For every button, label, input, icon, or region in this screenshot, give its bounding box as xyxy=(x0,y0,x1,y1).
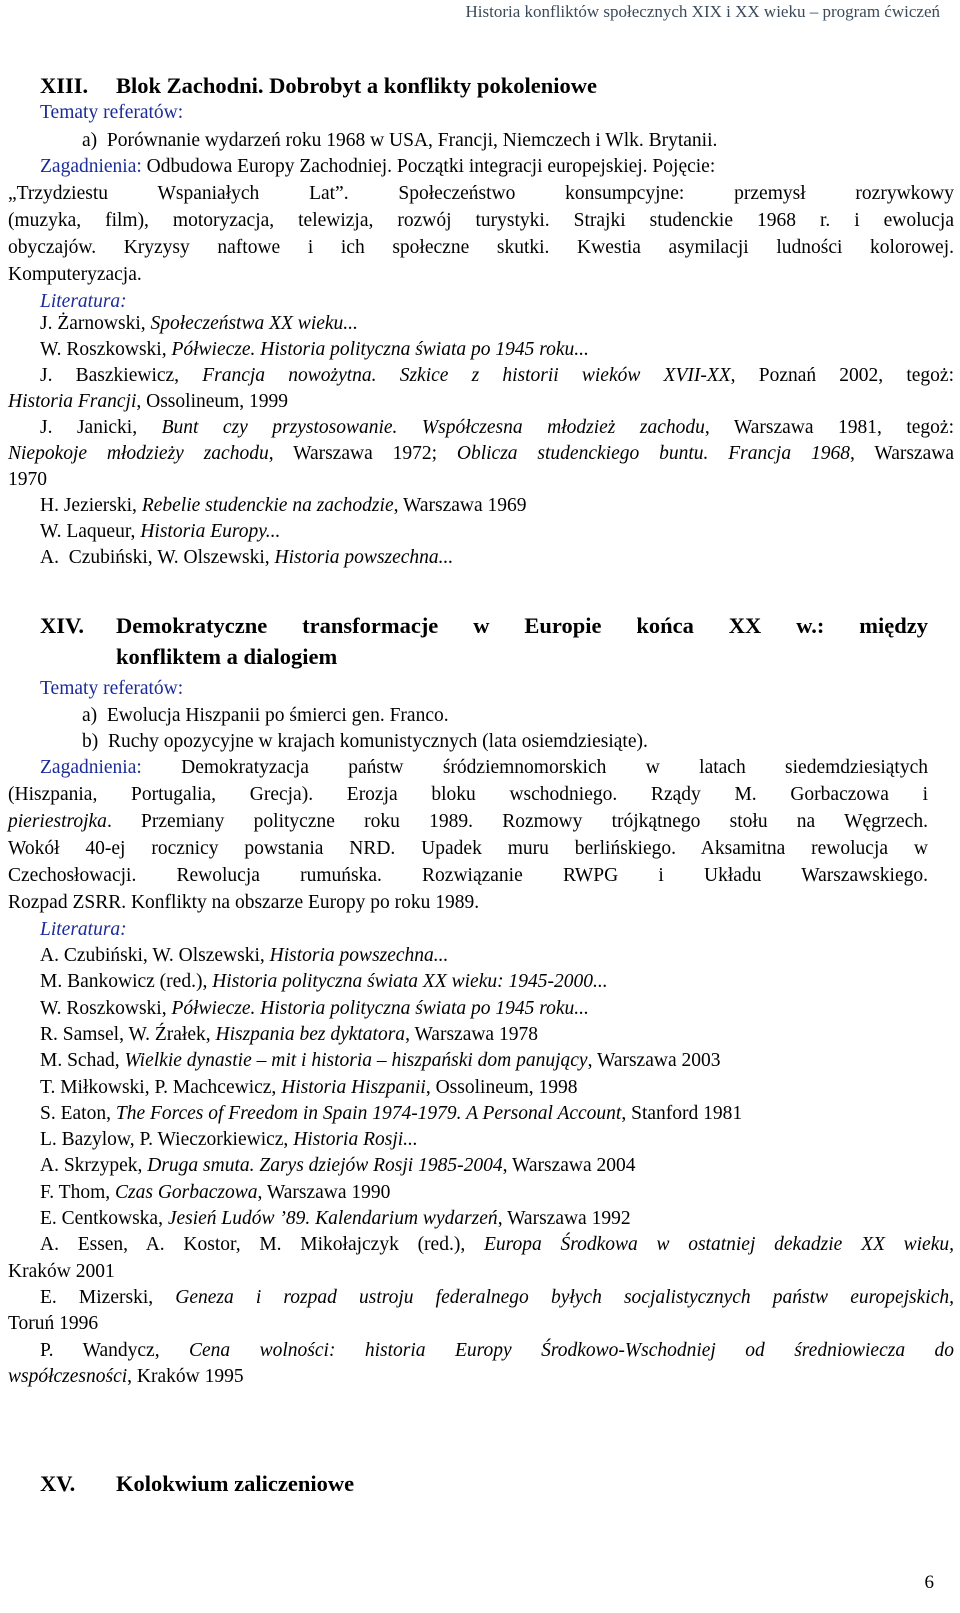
literature-entry: H. Jezierski, Rebelie studenckie na zachodzie, Warszawa 1969 xyxy=(40,495,527,516)
literature-entry: 1970 xyxy=(8,469,47,490)
literature-entry: A. Essen, A. Kostor, M. Mikołajczyk (red.), Europa Środkowa w ostatniej dekadzie XX wieku, xyxy=(40,1234,954,1256)
literature-entry: Niepokoje młodzieży zachodu, Warszawa 1972; Oblicza studenckiego buntu. Francja 1968, Warszawa xyxy=(8,443,954,464)
section-14-number: XIV. xyxy=(40,613,84,638)
section-14-issues-line-3: pieriestrojka. Przemiany polityczne roku 1989. Rozmowy trójkątnego stołu na Węgrzech. xyxy=(8,811,928,832)
literature-entry: współczesności, Kraków 1995 xyxy=(8,1365,244,1387)
literature-entry: E. Centkowska, Jesień Ludów ’89. Kalendarium wydarzeń, Warszawa 1992 xyxy=(40,1208,631,1229)
section-15-title: Kolokwium zaliczeniowe xyxy=(116,1471,355,1496)
section-13-number: XIII. xyxy=(40,73,89,98)
literature-entry: W. Roszkowski, Półwiecze. Historia polityczna świata po 1945 roku... xyxy=(40,997,589,1019)
section-13-literature-label: Literatura: xyxy=(40,291,127,312)
section-14-title-line-2: konfliktem a dialogiem xyxy=(116,644,338,669)
literature-entry: W. Laqueur, Historia Europy... xyxy=(40,521,281,542)
running-header: Historia konfliktów społecznych XIX i XX wieku – program ćwiczeń xyxy=(465,2,940,21)
section-14-issues-line-4: Wokół 40-ej rocznicy powstania NRD. Upadek muru berlińskiego. Aksamitna rewolucja w xyxy=(8,838,928,859)
literature-entry: Historia Francji, Ossolineum, 1999 xyxy=(8,391,289,412)
section-14-issues-label: Zagadnienia: xyxy=(40,757,142,778)
literature-entry: Kraków 2001 xyxy=(8,1260,115,1282)
section-14-literature-label: Literatura: xyxy=(40,919,127,940)
section-14-issues-line-5: Czechosłowacji. Rewolucja rumuńska. Rozwiązanie RWPG i Układu Warszawskiego. xyxy=(8,865,928,886)
section-13-issues-line-1: Zagadnienia: Odbudowa Europy Zachodniej. Początki integracji europejskiej. Pojęcie: xyxy=(40,156,716,177)
literature-entry: L. Bazylow, P. Wieczorkiewicz, Historia Rosji... xyxy=(40,1129,418,1151)
section-14-title-line-1: Demokratyczne transformacje w Europie końca XX w.: między xyxy=(116,613,928,638)
section-13-issues-line-2: „Trzydziestu Wspaniałych Lat”. Społeczeństwo konsumpcyjne: przemysł rozrywkowy xyxy=(8,183,954,204)
section-14-topic-a: a) Ewolucja Hiszpanii po śmierci gen. Franco. xyxy=(82,705,449,726)
literature-entry: M. Schad, Wielkie dynastie – mit i historia – hiszpański dom panujący, Warszawa 2003 xyxy=(40,1050,721,1072)
section-13-topic-a: a) Porównanie wydarzeń roku 1968 w USA, Francji, Niemczech i Wlk. Brytanii. xyxy=(82,130,718,151)
section-14-issues-line-2: (Hiszpania, Portugalia, Grecja). Erozja bloku wschodniego. Rządy M. Gorbaczowa i xyxy=(8,784,928,805)
section-13-issues-line-4: obyczajów. Kryzysy naftowe i ich społeczne skutki. Kwestia asymilacji ludności kolorowej. xyxy=(8,237,954,258)
section-14-topic-b: b) Ruchy opozycyjne w krajach komunistycznych (lata osiemdziesiąte). xyxy=(82,731,648,752)
section-13-issues-line-3: (muzyka, film), motoryzacja, telewizja, rozwój turystyki. Strajki studenckie 1968 r. i ewolucja xyxy=(8,210,954,231)
literature-entry: J. Baszkiewicz, Francja nowożytna. Szkice z historii wieków XVII-XX, Poznań 2002, tegoż: xyxy=(40,365,954,386)
literature-entry: W. Roszkowski, Półwiecze. Historia polityczna świata po 1945 roku... xyxy=(40,339,589,360)
literature-entry: J. Żarnowski, Społeczeństwa XX wieku... xyxy=(40,313,358,334)
section-15-number: XV. xyxy=(40,1471,76,1496)
page-number: 6 xyxy=(924,1572,934,1593)
literature-entry: T. Miłkowski, P. Machcewicz, Historia Hiszpanii, Ossolineum, 1998 xyxy=(40,1076,578,1098)
section-13-topics-label: Tematy referatów: xyxy=(40,102,184,123)
literature-entry: J. Janicki, Bunt czy przystosowanie. Współczesna młodzież zachodu, Warszawa 1981, tegoż: xyxy=(40,417,955,438)
section-14-issues-line-1: Zagadnienia: Demokratyzacja państw śródziemnomorskich w latach siedemdziesiątych xyxy=(40,757,928,778)
section-13-issues-label: Zagadnienia: xyxy=(40,156,142,177)
literature-entry: P. Wandycz, Cena wolności: historia Europy Środkowo-Wschodniej od średniowiecza do xyxy=(40,1339,955,1361)
literature-entry: A. Czubiński, W. Olszewski, Historia powszechna... xyxy=(40,945,449,966)
literature-entry: R. Samsel, W. Źrałek, Hiszpania bez dyktatora, Warszawa 1978 xyxy=(40,1023,538,1045)
section-14-topics-label: Tematy referatów: xyxy=(40,678,184,699)
literature-entry: E. Mizerski, Geneza i rozpad ustroju federalnego byłych socjalistycznych państw europejskich, xyxy=(40,1286,954,1308)
literature-entry: F. Thom, Czas Gorbaczowa, Warszawa 1990 xyxy=(40,1181,391,1203)
literature-entry: M. Bankowicz (red.), Historia polityczna świata XX wieku: 1945-2000... xyxy=(40,971,608,993)
literature-entry: A. Skrzypek, Druga smuta. Zarys dziejów Rosji 1985-2004, Warszawa 2004 xyxy=(40,1155,636,1177)
literature-entry: A. Czubiński, W. Olszewski, Historia powszechna... xyxy=(40,547,454,568)
section-14-issues-line-6: Rozpad ZSRR. Konflikty na obszarze Europy po roku 1989. xyxy=(8,892,480,913)
literature-entry: S. Eaton, The Forces of Freedom in Spain 1974-1979. A Personal Account, Stanford 1981 xyxy=(40,1102,743,1124)
section-13-issues-line-5: Komputeryzacja. xyxy=(8,264,142,285)
literature-entry: Toruń 1996 xyxy=(8,1313,99,1335)
section-13-title: Blok Zachodni. Dobrobyt a konflikty pokoleniowe xyxy=(116,73,597,98)
